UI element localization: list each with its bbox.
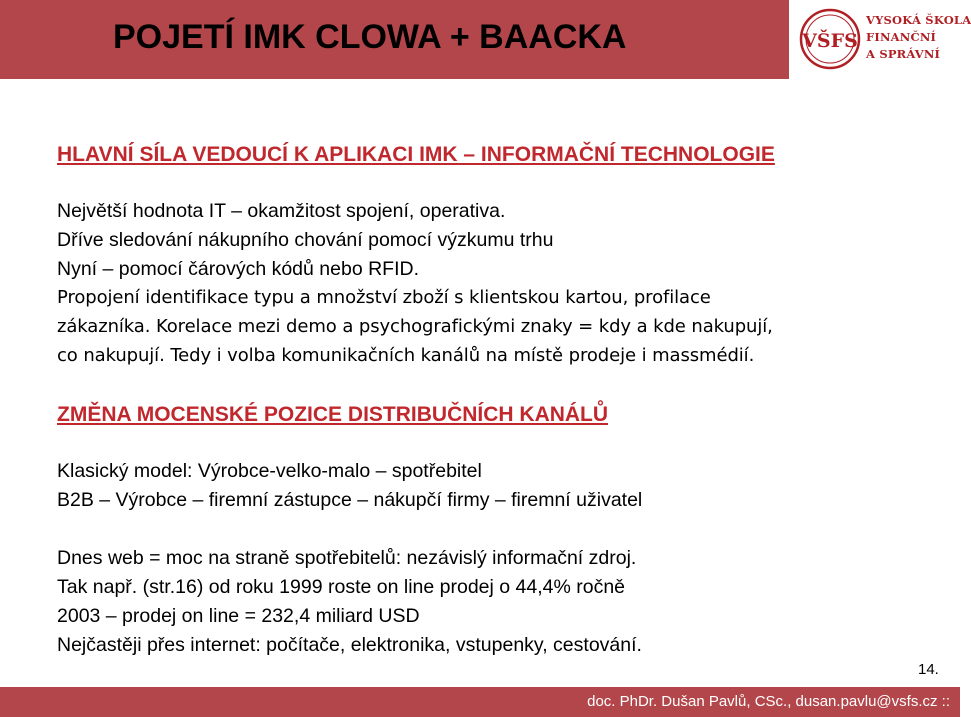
body-line: Dnes web = moc na straně spotřebitelů: nezávislý informační zdroj. bbox=[57, 547, 637, 569]
body-line: Dříve sledování nákupního chování pomocí výzkumu trhu bbox=[57, 229, 554, 251]
body-line: zákazníka. Korelace mezi demo a psychografickými znaky = kdy a kde nakupují, bbox=[57, 316, 773, 337]
body-line: Největší hodnota IT – okamžitost spojení, operativa. bbox=[57, 200, 506, 222]
page-number: 14. bbox=[918, 661, 939, 678]
body-line: 2003 – prodej on line = 232,4 miliard USD bbox=[57, 605, 420, 627]
section-heading-channels: ZMĚNA MOCENSKÉ POZICE DISTRIBUČNÍCH KANÁLŮ bbox=[57, 403, 609, 426]
slide-title: POJETÍ IMK CLOWA + BAACKA bbox=[113, 18, 627, 56]
emblem-text: VŠFS bbox=[802, 30, 858, 52]
school-logo bbox=[789, 0, 971, 79]
body-line: Propojení identifikace typu a množství zboží s klientskou kartou, profilace bbox=[57, 287, 711, 308]
footer-author-contact: doc. PhDr. Dušan Pavlů, CSc., dusan.pavlu@vsfs.cz :: bbox=[587, 693, 950, 710]
body-line: Klasický model: Výrobce-velko-malo – spotřebitel bbox=[57, 460, 482, 482]
body-line: Nejčastěji přes internet: počítače, elektronika, vstupenky, cestování. bbox=[57, 634, 642, 656]
body-line: Tak např. (str.16) od roku 1999 roste on line prodej o 44,4% ročně bbox=[57, 576, 626, 598]
body-line: co nakupují. Tedy i volba komunikačních kanálů na místě prodeje i massmédií. bbox=[57, 345, 755, 366]
logo-line-3: A SPRÁVNÍ bbox=[866, 47, 941, 61]
body-line: B2B – Výrobce – firemní zástupce – nákupčí firmy – firemní uživatel bbox=[57, 489, 643, 511]
section-heading-it: HLAVNÍ SÍLA VEDOUCÍ K APLIKACI IMK – INFORMAČNÍ TECHNOLOGIE bbox=[57, 143, 775, 166]
body-line: Nyní – pomocí čárových kódů nebo RFID. bbox=[57, 258, 419, 280]
logo-line-2: FINANČNÍ bbox=[866, 30, 937, 44]
vsfs-emblem-icon bbox=[799, 8, 861, 70]
logo-line-1: VYSOKÁ ŠKOLA bbox=[866, 13, 971, 27]
